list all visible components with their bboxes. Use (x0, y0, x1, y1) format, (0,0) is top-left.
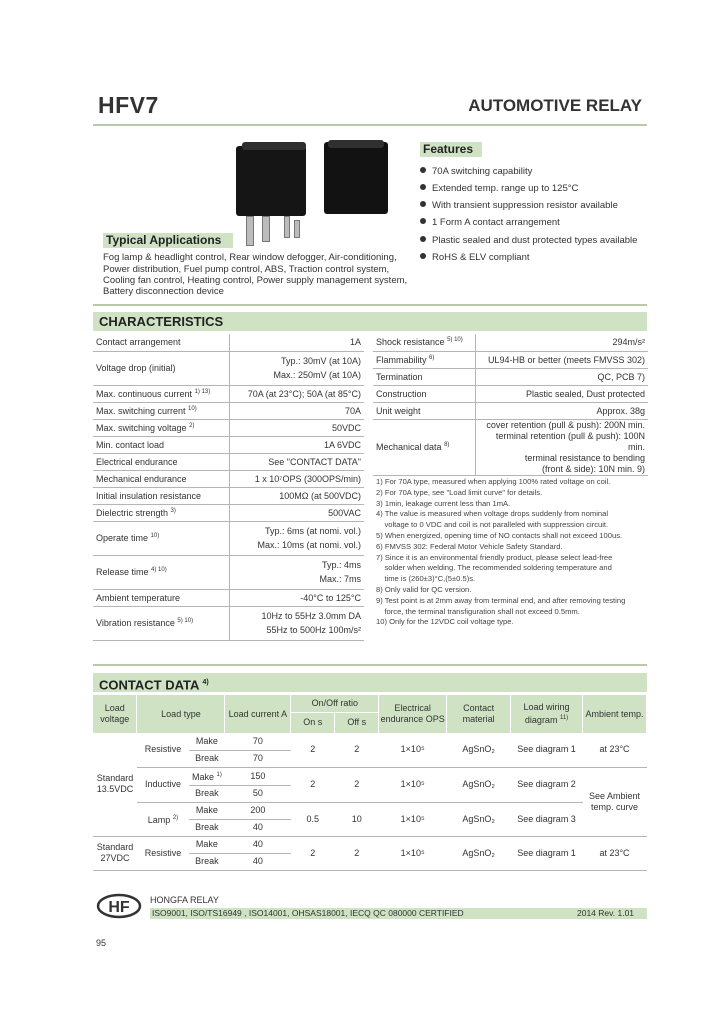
char-label: Electrical endurance (93, 453, 229, 470)
characteristics-notes (376, 477, 648, 628)
char-label: Unit weight (373, 402, 475, 419)
load-voltage-cell: Standard 13.5VDC (93, 733, 137, 836)
col-header: Load current A (225, 695, 291, 733)
char-value: Plastic sealed, Dust protected (475, 385, 648, 402)
char-label: Vibration resistance $^{5) 10)}$ (93, 606, 229, 640)
char-label: Release time $^{4) 10)}$ (93, 555, 229, 589)
feature-item: Extended temp. range up to 125°C (420, 183, 578, 194)
char-value: 1 x 10⁷OPS (300OPS/min) (229, 470, 364, 487)
char-label: Max. continuous current $^{1) 13)}$ (93, 385, 229, 402)
section-divider (93, 664, 647, 666)
features-heading: Features (420, 142, 482, 157)
note: 6) FMVSS 302: Federal Motor Vehicle Safety Standard. (376, 541, 563, 551)
char-value: Typ.: 30mV (at 10A) Max.: 250mV (at 10A) (229, 351, 364, 385)
col-header: Load voltage (93, 695, 137, 733)
hongfa-logo (96, 893, 142, 919)
char-value: 70A (229, 402, 364, 419)
col-header: On/Off ratio (291, 695, 379, 712)
char-value: Typ.: 6ms (at nomi. vol.) Max.: 10ms (at nomi. vol.) (229, 521, 364, 555)
char-label: Ambient temperature (93, 589, 229, 606)
char-label: Termination (373, 368, 475, 385)
char-label: Max. switching current $^{10)}$ (93, 402, 229, 419)
revision: 2014 Rev. 1.01 (577, 908, 635, 918)
note: 9) Test point is at 2mm away from terminal end, and after removing testing (376, 595, 626, 605)
col-header: On s (291, 712, 335, 733)
note: solder when welding. The recommended soldering temperature and (376, 563, 612, 573)
note: 7) Since it is an environmental friendly product, please select lead-free (376, 552, 613, 562)
char-label: Construction (373, 385, 475, 402)
col-header: Load type (137, 695, 225, 733)
col-header: Off s (335, 712, 379, 733)
char-value: -40°C to 125°C (229, 589, 364, 606)
note: 3) 1min, leakage current less than 1mA. (376, 498, 511, 508)
application-line: Power distribution, Fuel pump control, ABS, Traction control system, (103, 264, 390, 275)
char-label: Max. switching voltage $^{2)}$ (93, 419, 229, 436)
char-label: Mechanical endurance (93, 470, 229, 487)
feature-item: Plastic sealed and dust protected types available (420, 235, 637, 246)
col-header: Electrical endurance OPS (379, 695, 447, 733)
characteristics-left-table (93, 334, 364, 641)
certifications: ISO9001, ISO/TS16949 , ISO14001, OHSAS18001, IECQ QC 080000 CERTIFIED (152, 908, 464, 918)
relay-photo (232, 140, 432, 250)
load-type-cell: Resistive (137, 733, 189, 767)
application-line: Battery disconnection device (103, 286, 224, 297)
char-value: 294m/s² (475, 334, 648, 351)
header-divider (93, 124, 647, 126)
model-title: HFV7 (98, 92, 159, 118)
note: force, the terminal transfiguration shall not exceed 0.5mm. (376, 606, 580, 616)
company-name: HONGFA RELAY (150, 895, 219, 905)
application-line: Fog lamp & headlight control, Rear window defogger, Air-conditioning, (103, 252, 397, 263)
bullet-icon (420, 253, 426, 259)
char-value: 500VAC (229, 504, 364, 521)
char-label: Operate time $^{10)}$ (93, 521, 229, 555)
char-label: Dielectric strength $^{3)}$ (93, 504, 229, 521)
col-header: Contact material (447, 695, 511, 733)
char-value: 1A 6VDC (229, 436, 364, 453)
char-value: cover retention (pull & push): 200N min. terminal retention (pull & push): 100N min. terminal resistance to bending (front & side): 10N min. 9) (475, 419, 648, 475)
note: 2) For 70A type, see "Load limit curve" for details. (376, 487, 543, 497)
bullet-icon (420, 167, 426, 173)
bullet-icon (420, 236, 426, 242)
char-label: Initial insulation resistance (93, 487, 229, 504)
char-value: 50VDC (229, 419, 364, 436)
char-value: QC, PCB 7) (475, 368, 648, 385)
char-value: 70A (at 23°C); 50A (at 85°C) (229, 385, 364, 402)
char-value: 100MΩ (at 500VDC) (229, 487, 364, 504)
load-type-cell: Lamp $^{2)}$ (137, 802, 189, 836)
char-label: Flammability $^{6)}$ (373, 351, 475, 368)
char-value: See "CONTACT DATA" (229, 453, 364, 470)
characteristics-right-table (373, 334, 648, 476)
char-label: Mechanical data $^{8)}$ (373, 419, 475, 475)
col-header: Ambient temp. (583, 695, 647, 733)
load-type-cell: Resistive (137, 836, 189, 870)
svg-text:HF: HF (108, 899, 130, 916)
typical-applications-heading: Typical Applications (103, 233, 233, 248)
contact-data-heading: CONTACT DATA $^{4)}$ (93, 673, 647, 692)
note: 5) When energized, opening time of NO contacts shall not exceed 100us. (376, 530, 623, 540)
page-number: 95 (96, 938, 107, 948)
section-divider (93, 304, 647, 306)
char-label: Contact arrangement (93, 334, 229, 351)
note: 1) For 70A type, measured when applying 100% rated voltage on coil. (376, 477, 611, 486)
note: voltage to 0 VDC and coil is not paralleled with suppression circuit. (376, 520, 609, 530)
bullet-icon (420, 184, 426, 190)
load-voltage-cell: Standard 27VDC (93, 836, 137, 870)
feature-item: 70A switching capability (420, 166, 532, 177)
application-line: Cooling fan control, Heating control, Power supply management system, (103, 275, 408, 286)
char-value: UL94-HB or better (meets FMVSS 302) (475, 351, 648, 368)
col-header: Load wiring diagram $^{11)}$ (511, 695, 583, 733)
product-category: AUTOMOTIVE RELAY (468, 96, 642, 115)
char-label: Shock resistance $^{5) 10)}$ (373, 334, 475, 351)
bullet-icon (420, 201, 426, 207)
char-value: 1A (229, 334, 364, 351)
char-label: Voltage drop (initial) (93, 351, 229, 385)
note: 4) The value is measured when voltage drops suddenly from nominal (376, 509, 609, 519)
load-type-cell: Inductive (137, 767, 189, 802)
bullet-icon (420, 218, 426, 224)
contact-data-table: Load voltage Load type Load current A On/Off ratio Electrical endurance OPS Contact material Load wiring diagram $^{11)}$ Ambient temp. On s Off s Standard 13.5VDC Resistive Make 70 2 2 1×10⁵ AgSnO₂ See diagram 1 at 23°C Break 70 Inductive Make $^{1)}$ 150 2 2 1×10⁵ AgSnO₂ See diagram 2 See Ambient temp. curve Break 50 Lamp $^{2)}$ Make 200 0.5 10 1×10⁵ AgSnO₂ See diagram 3 Break 40 Standard 27VDC Resistive Make 40 2 2 1×10⁵ AgSnO₂ See diagram 1 at 23°C Break 40 (93, 695, 647, 871)
char-value: Approx. 38g (475, 402, 648, 419)
note: 8) Only valid for QC version. (376, 584, 472, 594)
char-label: Min. contact load (93, 436, 229, 453)
char-value: Typ.: 4ms Max.: 7ms (229, 555, 364, 589)
note: 10) Only for the 12VDC coil voltage type. (376, 617, 514, 627)
char-value: 10Hz to 55Hz 3.0mm DA 55Hz to 500Hz 100m/s² (229, 606, 364, 640)
feature-item: 1 Form A contact arrangement (420, 217, 560, 228)
characteristics-heading: CHARACTERISTICS (93, 312, 647, 331)
feature-item: With transient suppression resistor available (420, 200, 618, 211)
feature-item: RoHS & ELV compliant (420, 252, 530, 263)
note: time is (260±3)°C,(5±0.5)s. (376, 574, 476, 584)
